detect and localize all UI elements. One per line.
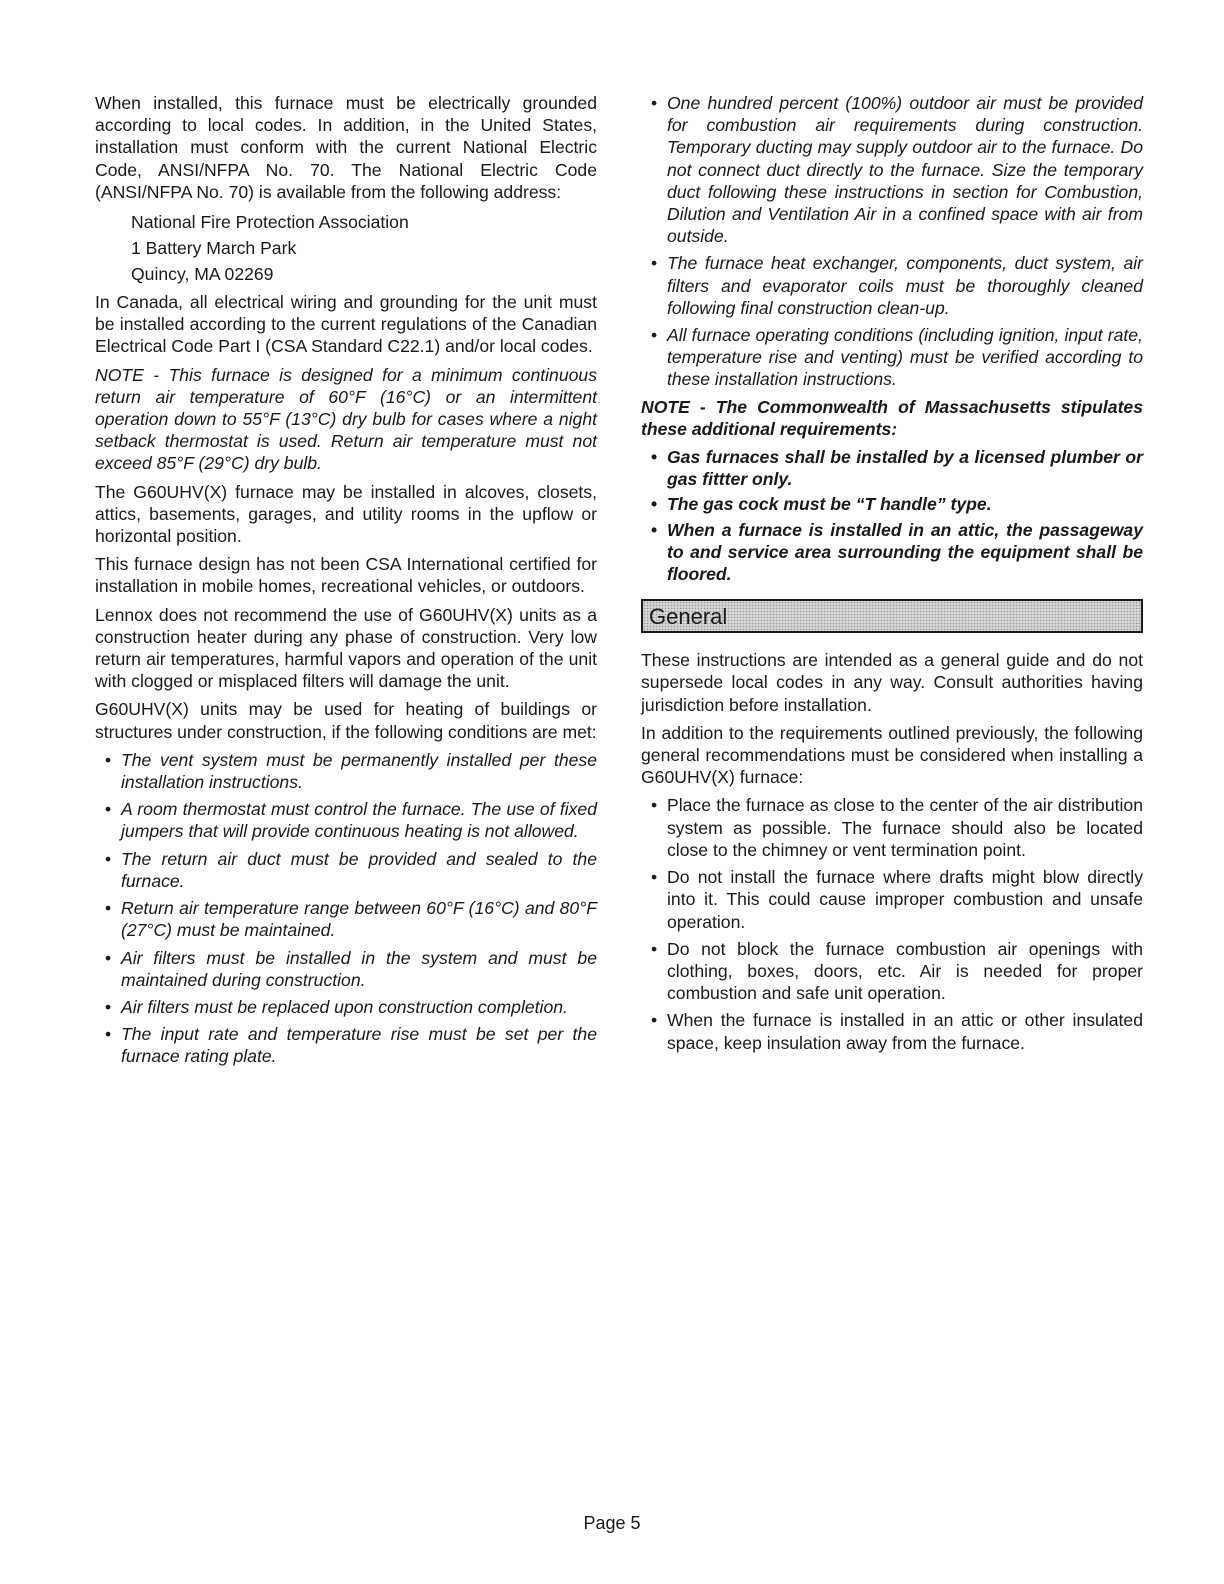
installation-locations-paragraph: The G60UHV(X) furnace may be installed in alcoves, closets, attics, basements, garages, and utility rooms in the upflow or horizontal position. [95, 481, 597, 547]
bullet-icon: • [105, 749, 112, 770]
list-item [95, 897, 597, 941]
return-air-note: NOTE - This furnace is designed for a minimum continuous return air temperature of 60°F (16°C) or an intermittent operation down to 55°F (13°C) dry bulb for cases where a night setback thermostat is used. Return air temperature must not exceed 85°F (29°C) dry bulb. [95, 364, 597, 474]
list-item [641, 446, 1143, 490]
list-item-text: The vent system must be permanently installed per these installation instructions. [121, 749, 597, 793]
list-item [95, 996, 597, 1018]
bullet-icon: • [105, 996, 112, 1017]
general-recommendations-list [641, 794, 1143, 1053]
construction-conditions-list-continued [641, 92, 1143, 391]
list-item [641, 866, 1143, 933]
bullet-icon: • [105, 848, 112, 869]
list-item-text: Do not install the furnace where drafts might blow directly into it. This could cause improper combustion and unsafe operation. [667, 867, 1143, 932]
nfpa-address [95, 209, 597, 287]
bullet-icon: • [651, 253, 658, 274]
list-item [641, 519, 1143, 586]
list-item [95, 1023, 597, 1067]
bullet-icon: • [651, 494, 658, 515]
address-line: Quincy, MA 02269 [131, 264, 274, 285]
list-item-text: When a furnace is installed in an attic, the passageway to and service area surrounding the equipment shall be floored. [667, 519, 1143, 585]
bullet-icon: • [651, 519, 658, 540]
list-item [95, 947, 597, 991]
construction-conditions-intro: G60UHV(X) units may be used for heating of buildings or structures under construction, if the following conditions are met: [95, 699, 597, 742]
list-item-text: The furnace heat exchanger, components, duct system, air filters and evaporator coils must be thoroughly cleaned following final construction clean-up. [667, 253, 1143, 318]
list-item [641, 92, 1143, 247]
bullet-icon: • [105, 947, 112, 968]
bullet-icon: • [651, 325, 658, 346]
left-column [95, 92, 597, 1073]
bullet-icon: • [105, 799, 112, 820]
massachusetts-requirements-list [641, 446, 1143, 585]
general-section-header [641, 599, 1143, 633]
address-line: 1 Battery March Park [131, 238, 297, 259]
csa-paragraph: This furnace design has not been CSA International certified for installation in mobile homes, recreational vehicles, or outdoors. [95, 554, 597, 597]
list-item-text: Air filters must be replaced upon construction completion. [121, 996, 568, 1017]
bullet-icon: • [651, 795, 658, 816]
page-number: Page 5 [583, 1513, 641, 1533]
list-item [641, 324, 1143, 391]
list-item-text: One hundred percent (100%) outdoor air must be provided for combustion air requirements during construction. Temporary ducting may supply outdoor air to the furnace. Do not connect duct directly to the furnace. Size the temporary duct following these instructions in section for Combustion, Dilution and Ventilation Air in a confined space with air from outside. [667, 93, 1143, 247]
list-item [641, 493, 1143, 515]
list-item [641, 252, 1143, 319]
bullet-icon: • [651, 1010, 658, 1031]
construction-heater-paragraph: Lennox does not recommend the use of G60UHV(X) units as a construction heater during any phase of construction. Very low return air temperatures, harmful vapors and operation of the unit with clogged or misplaced filters will damage the unit. [95, 604, 597, 692]
list-item-text: A room thermostat must control the furnace. The use of fixed jumpers that will provide continuous heating is not allowed. [121, 799, 597, 842]
construction-conditions-list [95, 749, 597, 1068]
general-intro-paragraph: These instructions are intended as a general guide and do not supersede local codes in any way. Consult authorities having jurisdiction before installation. [641, 650, 1143, 715]
address-line: National Fire Protection Association [131, 212, 409, 233]
right-column [641, 92, 1143, 1059]
list-item [641, 1009, 1143, 1053]
list-item [641, 938, 1143, 1005]
bullet-icon: • [105, 1024, 112, 1045]
list-item-text: The return air duct must be provided and sealed to the furnace. [121, 848, 597, 891]
general-recommendations-intro: In addition to the requirements outlined previously, the following general recommendations must be considered when installing a G60UHV(X) furnace: [641, 722, 1143, 788]
list-item [95, 848, 597, 892]
bullet-icon: • [651, 93, 658, 113]
list-item-text: When the furnace is installed in an attic or other insulated space, keep insulation away from the furnace. [667, 1010, 1143, 1053]
list-item-text: The gas cock must be “T handle” type. [667, 494, 992, 515]
massachusetts-note: NOTE - The Commonwealth of Massachusetts stipulates these additional requirements: [641, 396, 1143, 439]
bullet-icon: • [651, 938, 658, 959]
list-item [95, 798, 597, 842]
list-item-text: All furnace operating conditions (including ignition, input rate, temperature rise and venting) must be verified according to these installation instructions. [667, 325, 1143, 390]
grounding-paragraph: When installed, this furnace must be electrically grounded according to local codes. In addition, in the United States, installation must conform with the current National Electric Code, ANSI/NFPA No. 70. The National Electric Code (ANSI/NFPA No. 70) is available from the following address: [95, 93, 597, 202]
bullet-icon: • [105, 898, 112, 919]
list-item [95, 749, 597, 793]
bullet-icon: • [651, 867, 658, 888]
list-item-text: Return air temperature range between 60°F (16°C) and 80°F (27°C) must be maintained. [121, 898, 597, 941]
canada-paragraph: In Canada, all electrical wiring and grounding for the unit must be installed according to the current regulations of the Canadian Electrical Code Part I (CSA Standard C22.1) and/or local codes. [95, 292, 597, 357]
bullet-icon: • [651, 447, 658, 468]
list-item-text: The input rate and temperature rise must be set per the furnace rating plate. [121, 1024, 597, 1067]
list-item-text: Air filters must be installed in the system and must be maintained during construction. [121, 947, 597, 990]
list-item-text: Place the furnace as close to the center of the air distribution system as possible. The furnace should also be located close to the chimney or vent termination point. [667, 795, 1143, 860]
list-item-text: Do not block the furnace combustion air openings with clothing, boxes, doors, etc. Air is needed for proper combustion and safe unit operation. [667, 938, 1143, 1004]
list-item [641, 794, 1143, 861]
section-title: General [649, 604, 728, 630]
list-item-text: Gas furnaces shall be installed by a licensed plumber or gas fittter only. [667, 447, 1143, 490]
